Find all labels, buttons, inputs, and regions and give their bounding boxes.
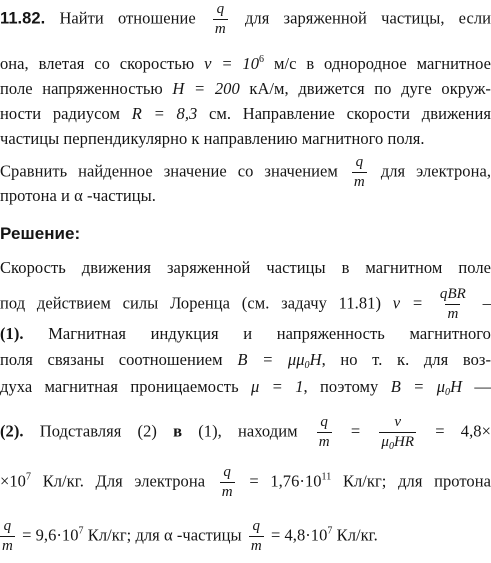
solution-line-2 <box>0 286 491 322</box>
exponent: 7 <box>78 525 84 537</box>
text: протона и α -частицы. <box>0 186 156 205</box>
exponent: 11 <box>321 471 332 483</box>
electron-value: = 1,76·10 <box>249 471 322 491</box>
numerator: v <box>394 414 402 430</box>
text: кА/м, движется по дуге окруж- <box>249 79 491 98</box>
fraction-q-over-m <box>213 2 228 37</box>
solution-line-7 <box>0 464 491 500</box>
text: Скорость движения заряженной частицы в магнитном поле <box>0 258 491 277</box>
dash: – <box>482 293 491 313</box>
denominator: m <box>318 434 330 450</box>
exponent: 7 <box>327 525 333 537</box>
radius-value: R = 8,3 <box>131 104 198 123</box>
proton-value: = 9,6·10 <box>22 525 79 545</box>
solution-line-4 <box>0 345 491 375</box>
solution-line-8 <box>0 518 491 554</box>
numerator: q <box>252 518 261 534</box>
equation-ref: (1). <box>0 324 24 343</box>
text: частицы перпендикулярно к направлению магнитного поля. <box>0 129 425 148</box>
text: Кл/кг; для протона <box>342 471 491 491</box>
alpha-value: = 4,8·10 <box>270 525 328 545</box>
text: в <box>173 421 183 441</box>
subscript: 0 <box>445 387 451 398</box>
solution-line-1 <box>0 253 491 283</box>
exponent: 6 <box>259 54 265 65</box>
text: поле напряженностью <box>0 79 163 98</box>
formula-b-mumu0h <box>237 350 321 369</box>
formula-v: v = <box>392 293 424 313</box>
text: для заряженной частицы, если <box>244 8 491 28</box>
text: Кл/кг. Для электрона <box>42 471 206 491</box>
numerator: q <box>223 464 231 480</box>
text: Найти отношение <box>59 8 196 28</box>
formula-part: B = μμ <box>237 350 305 369</box>
subscript: 0 <box>388 441 394 452</box>
numerator: qBR <box>439 286 466 302</box>
denominator: m <box>2 538 13 554</box>
text: духа магнитная проницаемость <box>0 377 239 396</box>
text: под действием силы Лоренца (см. задачу 11.81) <box>0 293 381 313</box>
formula-part: HR <box>394 434 415 450</box>
text: она, влетая со скоростью <box>0 54 195 73</box>
solution-line-6: (2). Подставляя (2) в (1), находим $\frac{q}{m}$ = $\frac{v}{\mu_0HR}$ = 4,8× <box>0 414 491 452</box>
text: ности радиусом <box>0 104 120 123</box>
text: поля связаны соотношением <box>0 350 223 369</box>
denominator <box>379 432 416 450</box>
text: Подставляя (2) <box>39 421 157 441</box>
fraction-q-over-m <box>317 415 332 450</box>
text: см. Направление скорости движения <box>209 104 491 123</box>
fraction-qbr-over-m <box>438 287 468 322</box>
denominator: m <box>447 306 459 322</box>
text: м/с в однородное магнитное <box>273 54 491 73</box>
fraction-q-over-m <box>249 519 264 554</box>
text: Кл/кг; для α -частицы <box>87 525 242 545</box>
problem-line-7 <box>0 181 491 211</box>
problem-line-5 <box>0 124 491 154</box>
numerator: q <box>320 414 328 430</box>
fraction-v-over-mu0hr <box>379 415 416 450</box>
solution-heading: Решение: <box>0 224 81 243</box>
fraction-q-over-m <box>0 519 15 554</box>
denominator: m <box>353 174 365 190</box>
text: (1), находим <box>198 421 298 441</box>
solution-line-5 <box>0 372 491 402</box>
denominator: m <box>221 484 233 500</box>
result-value: = 4,8× <box>435 421 491 441</box>
subscript: 0 <box>304 360 310 371</box>
formula-part: H <box>450 377 463 396</box>
fraction-q-over-m <box>220 465 235 500</box>
numerator: q <box>216 1 225 17</box>
formula-part: B = μ <box>390 377 446 396</box>
text: , поэтому <box>303 377 379 396</box>
formula-part: μ <box>381 434 389 450</box>
problem-number: 11.82. <box>0 9 46 28</box>
text: Сравнить найденное значение со значением <box>0 161 338 181</box>
formula-part: H <box>309 350 322 369</box>
numerator: q <box>355 154 364 170</box>
problem-line-1 <box>0 1 491 37</box>
field-strength-value: H = 200 <box>172 79 240 98</box>
denominator: m <box>214 21 226 37</box>
dash: — <box>474 377 491 396</box>
text: , но т. к. для воз- <box>321 350 491 369</box>
denominator: m <box>250 538 262 554</box>
formula-mu: μ = 1 <box>251 377 304 396</box>
equation-ref: (2). <box>0 421 24 441</box>
exponent: 7 <box>25 471 32 483</box>
formula-b-mu0h <box>391 377 462 396</box>
velocity-value: v = 10 <box>204 54 260 73</box>
numerator: q <box>3 518 12 534</box>
text: Магнитная индукция и напряженность магнитного <box>48 324 491 343</box>
text: ×10 <box>0 471 26 491</box>
text: для электрона, <box>380 161 491 181</box>
text: Кл/кг. <box>336 525 378 545</box>
